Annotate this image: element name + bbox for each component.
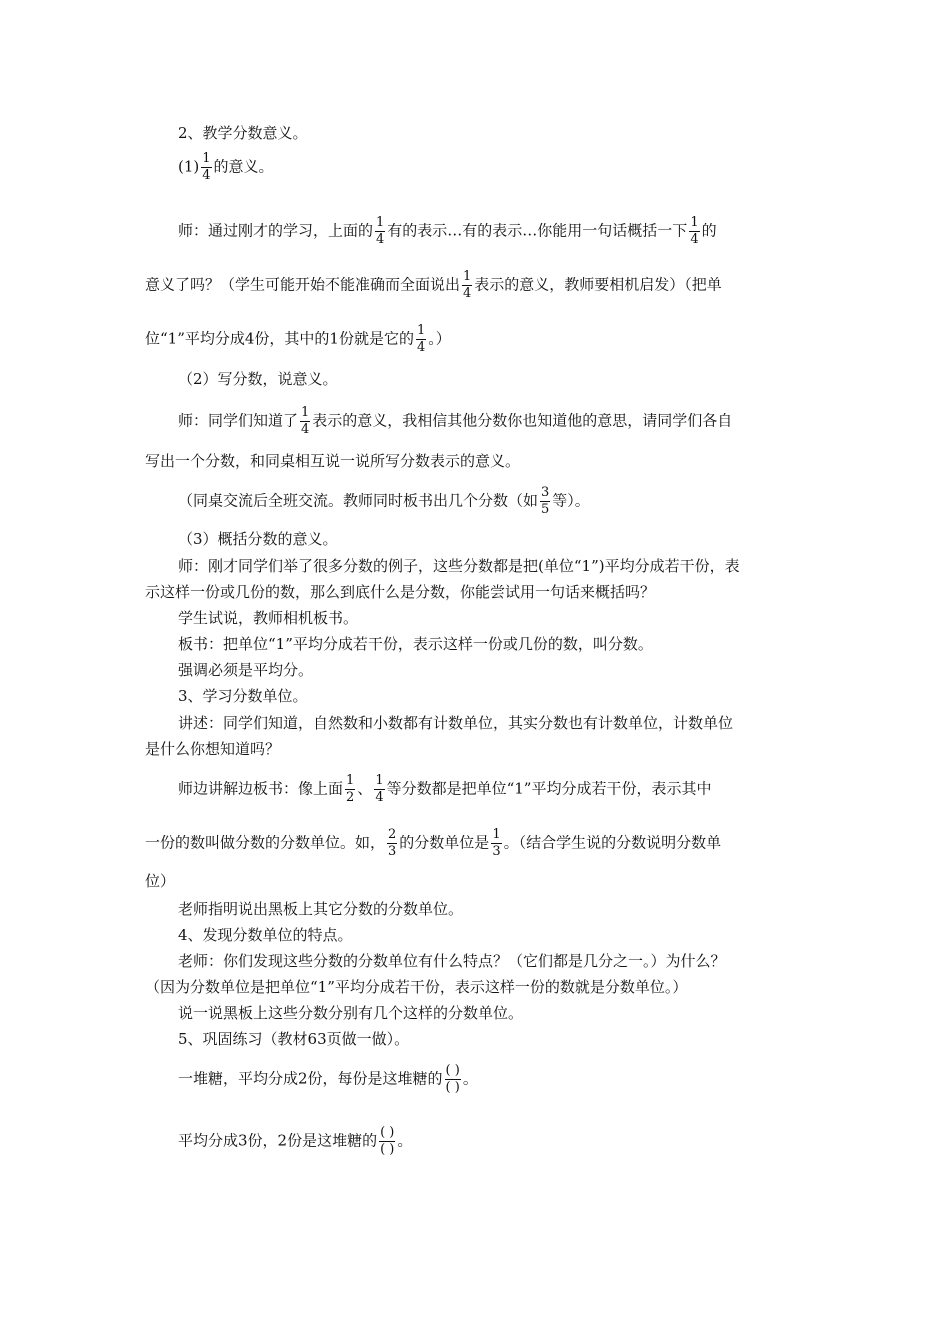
text: 5、巩固练习（教材63页做一做）。 bbox=[178, 1030, 410, 1048]
numerator: 1 bbox=[202, 151, 211, 166]
text: 一堆糖，平均分成2份，每份是这堆糖的 bbox=[178, 1069, 443, 1088]
text: 师边讲解边板书：像上面 bbox=[178, 779, 344, 798]
text: 表示的意义，我相信其他分数你也知道他的意思，请同学们各自 bbox=[312, 411, 733, 430]
denominator: 4 bbox=[690, 232, 699, 247]
line-content bbox=[178, 1126, 412, 1157]
denominator: 3 bbox=[492, 844, 501, 859]
text: 表示的意义，教师要相机启发）（把单 bbox=[474, 275, 722, 294]
denominator: 4 bbox=[202, 168, 211, 183]
text: 说一说黑板上这些分数分别有几个这样的分数单位。 bbox=[178, 1004, 524, 1022]
fraction bbox=[416, 324, 426, 355]
text: 3、学习分数单位。 bbox=[178, 687, 308, 705]
line-content bbox=[178, 774, 711, 805]
line-content bbox=[178, 1064, 478, 1095]
text: 的分数单位是 bbox=[399, 833, 490, 852]
numerator: 1 bbox=[492, 827, 501, 842]
text: 位） bbox=[145, 872, 176, 890]
text: 。 bbox=[397, 1131, 413, 1150]
numerator: 1 bbox=[376, 215, 385, 230]
text: (1) bbox=[178, 157, 200, 176]
text: 位“1”平均分成4份，其中的1份就是它的 bbox=[145, 329, 414, 348]
line-content bbox=[178, 406, 732, 437]
text: 学生试说，教师相机板书。 bbox=[178, 609, 359, 627]
text: 有的表示…有的表示…你能用一句话概括一下 bbox=[387, 221, 688, 240]
fraction bbox=[375, 216, 385, 247]
text: （3）概括分数的意义。 bbox=[178, 530, 338, 548]
text: 示这样一份或几份的数，那么到底什么是分数，你能尝试用一句话来概括吗？ bbox=[145, 583, 656, 601]
text: （2）写分数，说意义。 bbox=[178, 370, 338, 388]
numerator: 1 bbox=[463, 269, 472, 284]
text: 板书：把单位“1”平均分成若干份，表示这样一份或几份的数，叫分数。 bbox=[178, 635, 653, 653]
fraction bbox=[374, 774, 384, 805]
blank-fraction bbox=[379, 1126, 395, 1157]
text: 师：同学们知道了 bbox=[178, 411, 299, 430]
numerator: 2 bbox=[388, 827, 397, 842]
text: 等分数都是把单位“1”平均分成若干份，表示其中 bbox=[386, 779, 712, 798]
text: 的意义。 bbox=[213, 157, 274, 176]
numerator: 1 bbox=[690, 215, 699, 230]
line-content bbox=[178, 152, 274, 183]
text: 。 bbox=[462, 1069, 478, 1088]
line-content bbox=[145, 324, 451, 355]
numerator: 1 bbox=[346, 773, 355, 788]
text: 平均分成3份，2份是这堆糖的 bbox=[178, 1131, 378, 1150]
text: （同桌交流后全班交流。教师同时板书出几个分数（如 bbox=[178, 491, 539, 510]
denominator: 4 bbox=[376, 232, 385, 247]
numerator: 1 bbox=[416, 323, 426, 338]
text: 写出一个分数，和同桌相互说一说所写分数表示的意义。 bbox=[145, 452, 521, 470]
text: 。（结合学生说的分数说明分数单 bbox=[503, 833, 722, 852]
denominator: 3 bbox=[388, 844, 397, 859]
denominator: ( ) bbox=[380, 1142, 395, 1157]
text: 等）。 bbox=[552, 491, 590, 510]
text: 老师：你们发现这些分数的分数单位有什么特点？（它们都是几分之一。）为什么？ bbox=[178, 952, 726, 970]
denominator: 4 bbox=[375, 790, 384, 805]
line-content bbox=[145, 270, 722, 301]
text: 。） bbox=[428, 329, 451, 348]
denominator: 4 bbox=[416, 340, 426, 355]
denominator: ( ) bbox=[445, 1080, 460, 1095]
fraction bbox=[345, 774, 355, 805]
denominator: 5 bbox=[541, 502, 550, 517]
text: 一份的数叫做分数的分数单位。如， bbox=[145, 833, 386, 852]
numerator: 1 bbox=[375, 773, 384, 788]
numerator: ( ) bbox=[380, 1125, 395, 1140]
text: 是什么你想知道吗？ bbox=[145, 740, 281, 758]
text: 强调必须是平均分。 bbox=[178, 661, 314, 679]
text: 、 bbox=[357, 779, 373, 798]
text: 师：刚才同学们举了很多分数的例子，这些分数都是把(单位“1”)平均分成若干份，表 bbox=[178, 557, 740, 575]
line-content bbox=[178, 486, 590, 517]
text: 师：通过刚才的学习，上面的 bbox=[178, 221, 374, 240]
text: 的 bbox=[701, 221, 717, 240]
text: 意义了吗？（学生可能开始不能准确而全面说出 bbox=[145, 275, 461, 294]
text: （因为分数单位是把单位“1”平均分成若干份，表示这样一份的数就是分数单位。） bbox=[145, 978, 688, 996]
text: 讲述：同学们知道，自然数和小数都有计数单位，其实分数也有计数单位，计数单位 bbox=[178, 714, 734, 732]
denominator: 4 bbox=[301, 422, 310, 437]
fraction bbox=[300, 406, 310, 437]
numerator: 3 bbox=[541, 485, 550, 500]
numerator: 1 bbox=[301, 405, 310, 420]
fraction bbox=[462, 270, 472, 301]
denominator: 2 bbox=[346, 790, 355, 805]
fraction bbox=[689, 216, 699, 247]
text: 2、教学分数意义。 bbox=[178, 124, 308, 142]
text: 4、发现分数单位的特点。 bbox=[178, 926, 353, 944]
blank-fraction bbox=[445, 1064, 461, 1095]
line-content bbox=[145, 828, 721, 859]
numerator: ( ) bbox=[445, 1063, 460, 1078]
fraction bbox=[201, 152, 211, 183]
denominator: 4 bbox=[463, 286, 472, 301]
fraction bbox=[491, 828, 501, 859]
text: 老师指明说出黑板上其它分数的分数单位。 bbox=[178, 900, 464, 918]
fraction bbox=[540, 486, 550, 517]
line-content bbox=[178, 216, 717, 247]
fraction bbox=[387, 828, 397, 859]
